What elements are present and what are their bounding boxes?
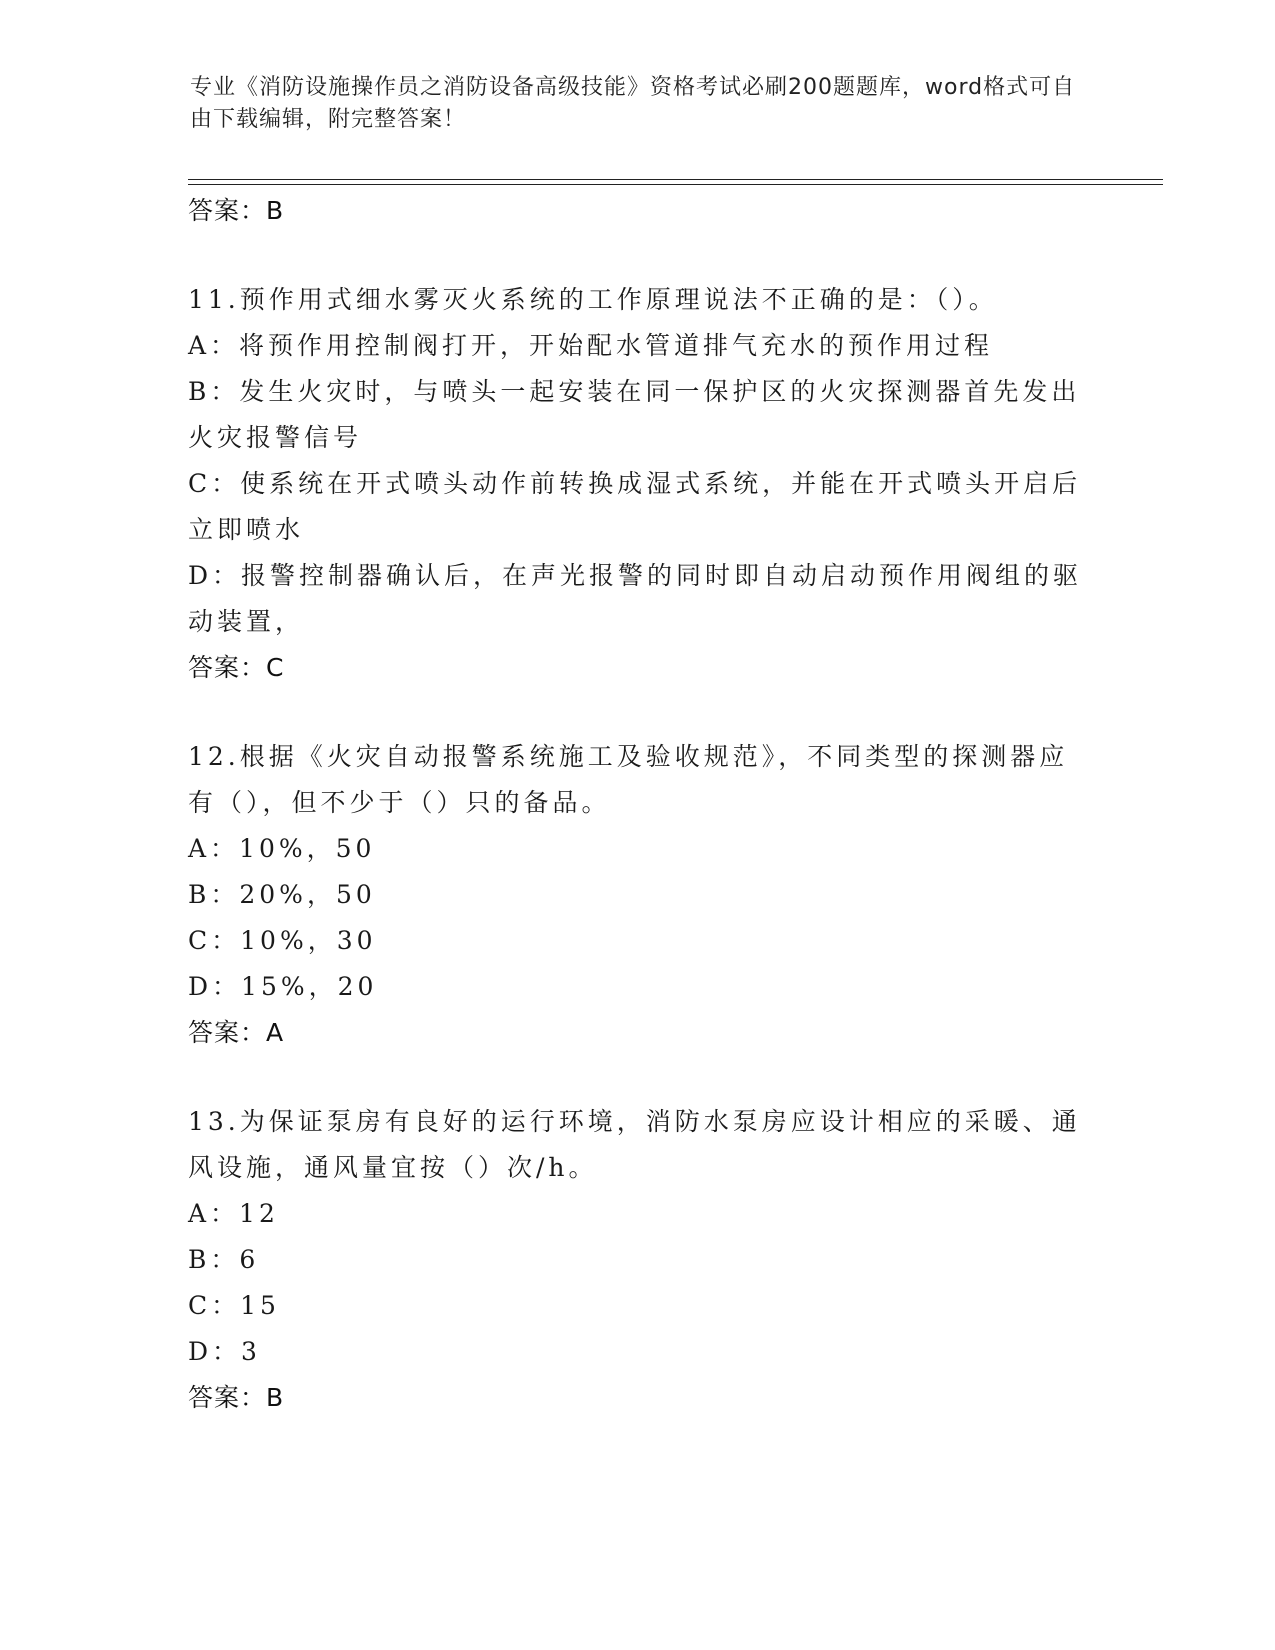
answer-line: [188, 1010, 1088, 1055]
answer-label: 答案：: [188, 1383, 267, 1412]
answer-line: [188, 1375, 1088, 1420]
option-d: D：3: [188, 1337, 261, 1366]
option-b: B：20%，50: [188, 880, 376, 909]
answer-value: B: [266, 196, 285, 225]
answer-label: 答案：: [188, 1018, 267, 1047]
option-a: A：10%，50: [188, 834, 376, 863]
option-c: C：10%，30: [188, 926, 377, 955]
question-12: [188, 734, 1088, 1055]
question-stem: 11.预作用式细水雾灭火系统的工作原理说法不正确的是：（）。: [188, 285, 998, 314]
answer-value: C: [266, 653, 285, 682]
answer-label: 答案：: [188, 196, 267, 225]
option-c: C：使系统在开式喷头动作前转换成湿式系统，并能在开式喷头开启后立即喷水: [188, 469, 1082, 544]
question-stem: 12.根据《火灾自动报警系统施工及验收规范》，不同类型的探测器应有（），但不少于（）只的备品。: [188, 742, 1069, 817]
option-d: D：15%，20: [188, 972, 378, 1001]
option-d: D：报警控制器确认后，在声光报警的同时即自动启动预作用阀组的驱动装置，: [188, 561, 1083, 636]
question-11: [188, 277, 1088, 690]
document-header: 专业《消防设施操作员之消防设备高级技能》资格考试必刷200题题库，word格式可自由下载编辑，附完整答案！: [190, 75, 1076, 132]
header-rule-top: [188, 179, 1163, 180]
question-list: [188, 188, 1088, 1420]
question-13: [188, 1099, 1088, 1420]
answer-label: 答案：: [188, 653, 267, 682]
answer-line: [188, 645, 1088, 690]
option-b: B：6: [188, 1245, 260, 1274]
answer-line: [188, 188, 1088, 233]
header-rule-bottom: [188, 184, 1163, 185]
option-a: A：12: [188, 1199, 279, 1228]
question-stem: 13.为保证泵房有良好的运行环境，消防水泵房应设计相应的采暖、通风设施，通风量宜按（）次/h。: [188, 1107, 1081, 1182]
option-a: A：将预作用控制阀打开，开始配水管道排气充水的预作用过程: [188, 331, 994, 360]
answer-value: A: [266, 1018, 285, 1047]
option-b: B：发生火灾时，与喷头一起安装在同一保护区的火灾探测器首先发出火灾报警信号: [188, 377, 1081, 452]
answer-value: B: [266, 1383, 285, 1412]
option-c: C：15: [188, 1291, 280, 1320]
